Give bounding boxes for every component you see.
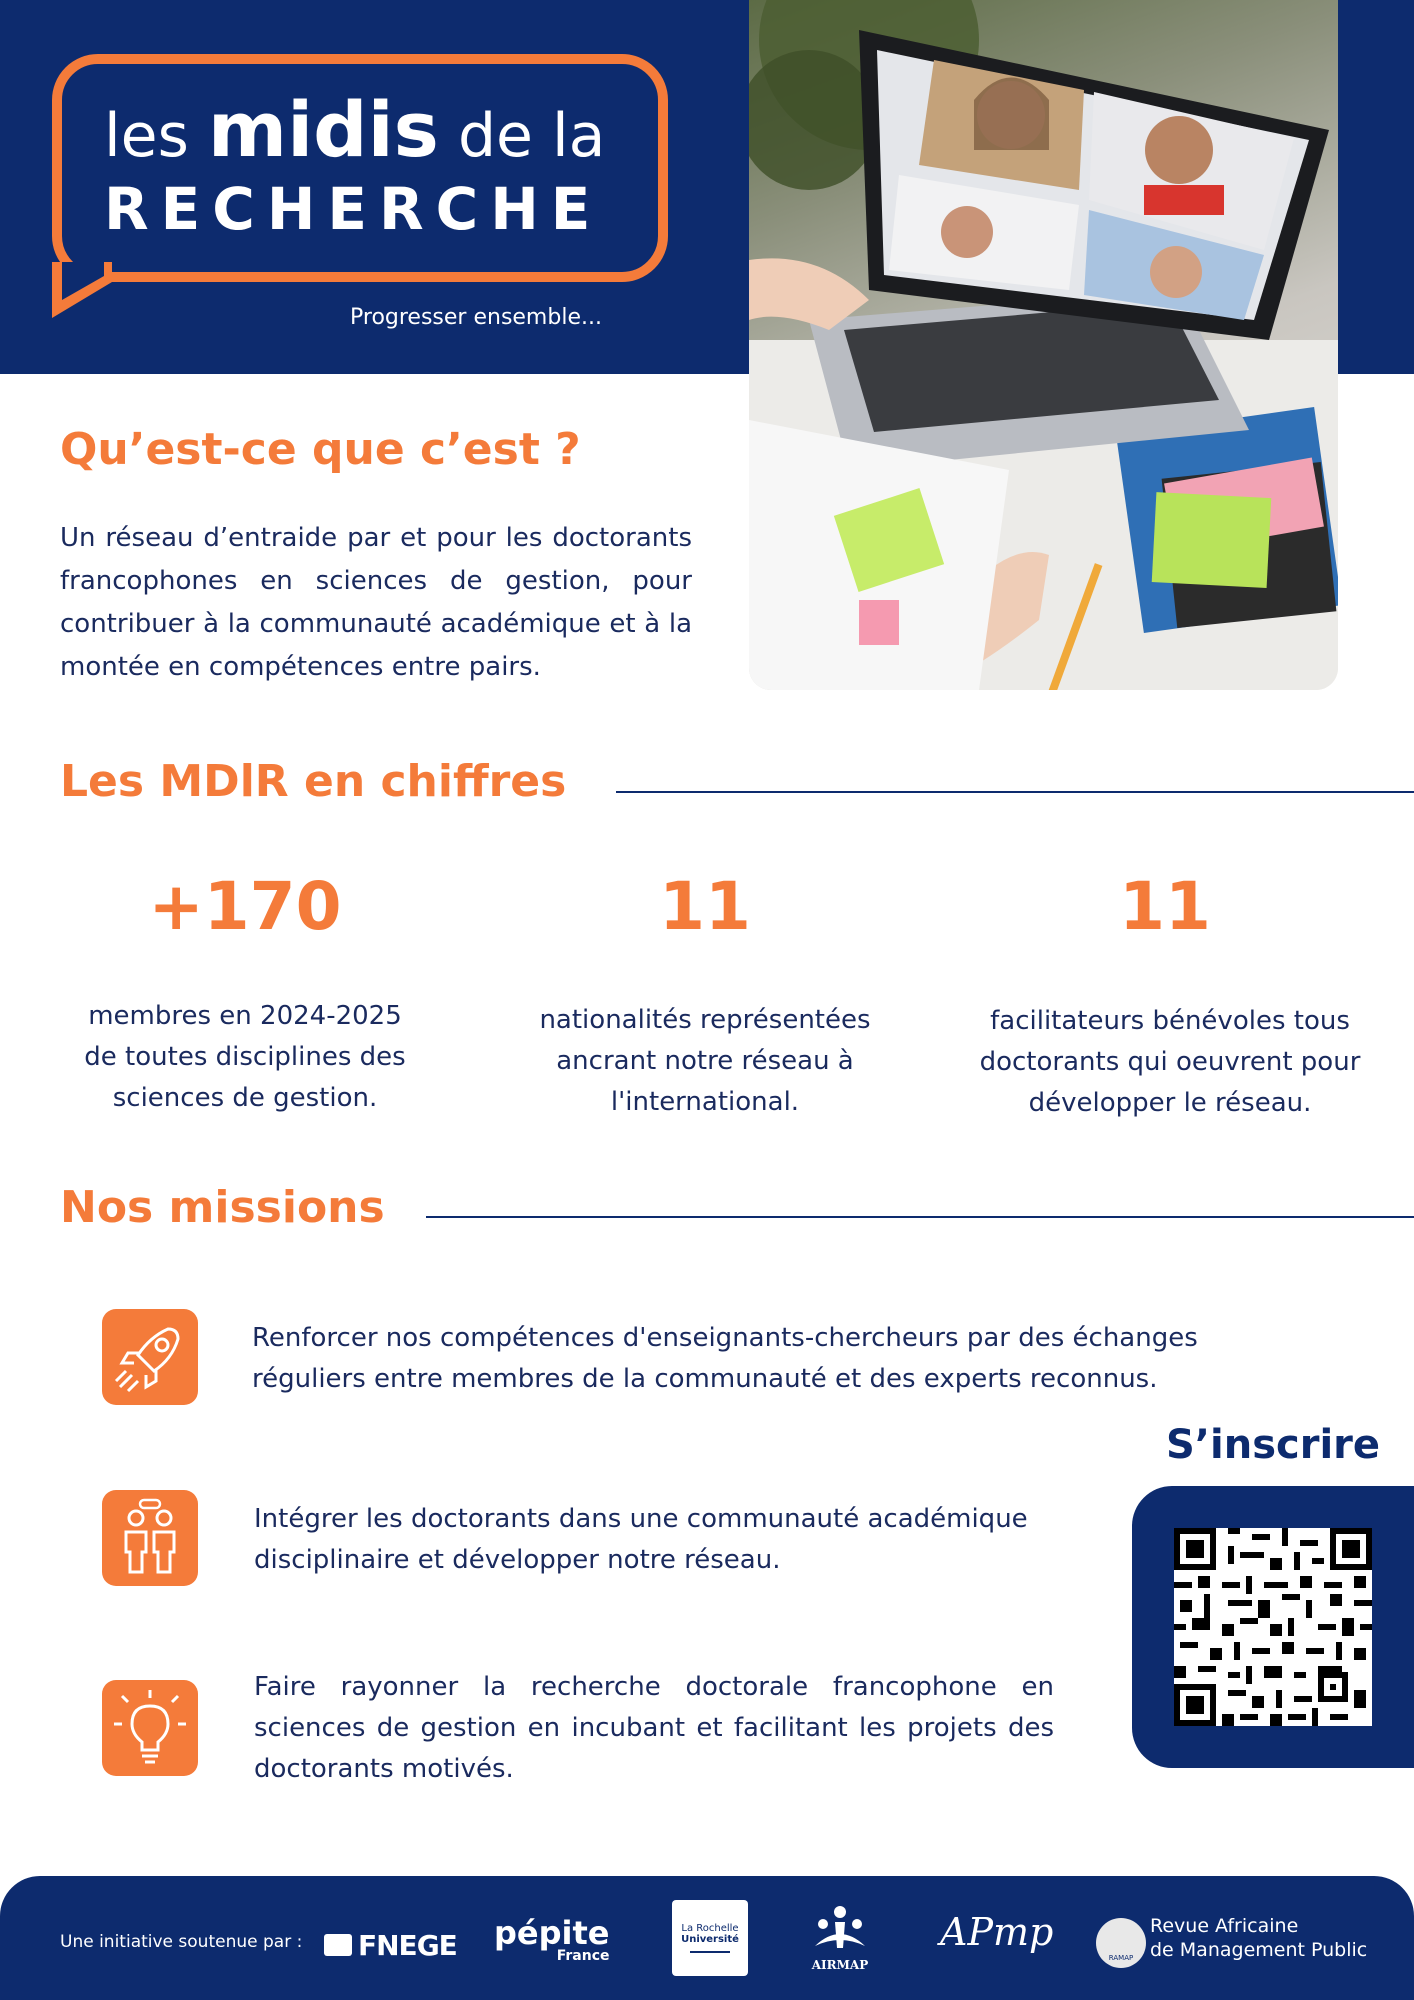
larochelle-text-1: La Rochelle: [681, 1923, 739, 1934]
fnege-mark-icon: [324, 1934, 352, 1956]
stat-text-facilitators: facilitateurs bénévoles tous doctorants qui oeuvrent pour développer le réseau.: [979, 1006, 1361, 1118]
tagline: Progresser ensemble...: [350, 305, 602, 330]
rocket-icon: [102, 1309, 198, 1405]
apmp-logo: APmp: [940, 1910, 1054, 1954]
stat-number-members: +170: [148, 868, 342, 945]
stat-number-facilitators: 11: [1119, 868, 1211, 945]
pepite-logo: [494, 1914, 609, 1964]
mission-text-2: Intégrer les doctorants dans une communauté académique disciplinaire et développer notre réseau.: [254, 1504, 1028, 1575]
logo-midis: midis: [207, 85, 439, 174]
stat-text-nationalities: nationalités représentées ancrant notre réseau à l'international.: [539, 1005, 871, 1117]
larochelle-logo: [672, 1900, 748, 1976]
ramap-badge-icon: [1096, 1918, 1146, 1968]
stat-text-members: membres en 2024-2025 de toutes disciplines des sciences de gestion.: [84, 1001, 406, 1113]
ramap-text-2: de Management Public: [1150, 1939, 1368, 1961]
lightbulb-icon: [102, 1680, 198, 1776]
ramap-badge-text: RAMAP: [1108, 1954, 1134, 1962]
logo-les: les: [104, 101, 189, 171]
people-icon: [102, 1490, 198, 1586]
fnege-text: FNEGE: [358, 1928, 457, 1962]
figures-rule: [616, 791, 1414, 793]
larochelle-underline: [690, 1951, 730, 1953]
airmap-mark-icon: [807, 1902, 873, 1954]
larochelle-text-2: Université: [681, 1934, 739, 1945]
about-text: Un réseau d’entraide par et pour les doctorants francophones en sciences de gestion, pour contribuer à la communauté académique et à la montée en compétences entre pairs.: [60, 523, 692, 682]
missions-rule: [426, 1216, 1414, 1218]
airmap-text: AIRMAP: [811, 1958, 869, 1972]
fnege-logo: [324, 1928, 457, 1962]
logo-recherche: RECHERCHE: [104, 175, 603, 243]
hero-photo: [749, 0, 1338, 690]
mission-text-3: Faire rayonner la recherche doctorale francophone en sciences de gestion en incubant et facilitant les projets des doctorants motivés.: [254, 1672, 1054, 1784]
logo-de-la: de la: [457, 101, 606, 171]
stat-number-nationalities: 11: [659, 868, 751, 945]
about-title: Qu’est-ce que c’est ?: [60, 424, 581, 475]
ramap-logo-text: [1150, 1914, 1367, 1962]
qr-code-icon[interactable]: [1174, 1528, 1372, 1726]
signup-title: S’inscrire: [1166, 1422, 1381, 1468]
airmap-logo: [800, 1902, 880, 1972]
missions-title: Nos missions: [60, 1182, 385, 1233]
footer-label: Une initiative soutenue par :: [60, 1932, 303, 1952]
logo-text-line1: [104, 85, 606, 174]
bubble-tail-icon: [52, 262, 122, 322]
mission-text-1: Renforcer nos compétences d'enseignants-chercheurs par des échanges réguliers entre membres de la communauté et des experts reconnus.: [252, 1323, 1198, 1394]
figures-title: Les MDlR en chiffres: [60, 756, 567, 807]
pepite-sub: France: [556, 1948, 610, 1964]
pepite-text: pépite: [494, 1914, 610, 1952]
ramap-text-1: Revue Africaine: [1150, 1915, 1299, 1937]
laptop-video-call-illustration: [749, 0, 1338, 690]
